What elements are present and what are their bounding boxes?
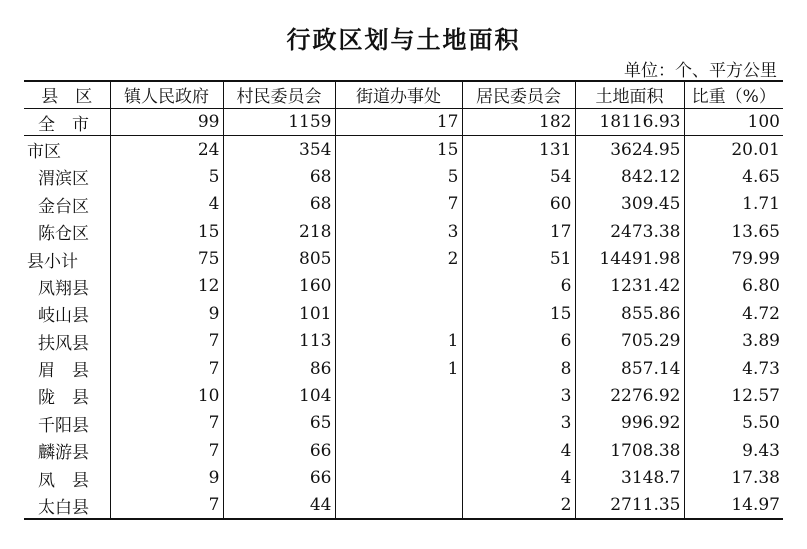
cell-land-area: 996.92 (575, 410, 684, 437)
cell-town-governments: 5 (110, 163, 223, 190)
cell-name: 太白县 (38, 497, 89, 518)
cell-name: 陈仓区 (38, 224, 89, 245)
cell-land-area: 2276.92 (575, 382, 684, 409)
cell-share: 9.43 (684, 437, 783, 464)
cell-share: 4.73 (684, 355, 783, 382)
table-row (24, 245, 783, 272)
cell-village-committees: 354 (223, 136, 335, 163)
cell-name: 凤翔县 (38, 278, 89, 299)
cell-resident-committees: 182 (462, 108, 575, 135)
cell-land-area: 14491.98 (575, 245, 684, 272)
cell-land-area: 842.12 (575, 163, 684, 190)
cell-resident-committees: 131 (462, 136, 575, 163)
table-row (24, 273, 783, 300)
cell-resident-committees: 2 (462, 492, 575, 519)
cell-street-offices: 7 (335, 191, 462, 218)
cell-village-committees: 86 (223, 355, 335, 382)
cell-street-offices (335, 273, 462, 300)
cell-street-offices: 3 (335, 218, 462, 245)
table-row (24, 410, 783, 437)
cell-street-offices: 1 (335, 328, 462, 355)
cell-village-committees: 65 (223, 410, 335, 437)
cell-land-area: 2711.35 (575, 492, 684, 519)
cell-town-governments: 7 (110, 355, 223, 382)
header-street-offices: 街道办事处 (335, 81, 462, 108)
cell-village-committees: 218 (223, 218, 335, 245)
cell-share: 20.01 (684, 136, 783, 163)
cell-share: 12.57 (684, 382, 783, 409)
cell-street-offices (335, 300, 462, 327)
table-header-row (24, 81, 783, 108)
cell-share: 1.71 (684, 191, 783, 218)
table-row (24, 492, 783, 519)
header-resident-committees: 居民委员会 (462, 81, 575, 108)
cell-village-committees: 104 (223, 382, 335, 409)
cell-share: 5.50 (684, 410, 783, 437)
table-row (24, 382, 783, 409)
cell-name: 扶风县 (38, 333, 89, 354)
cell-share: 79.99 (684, 245, 783, 272)
cell-village-committees: 68 (223, 191, 335, 218)
cell-share: 17.38 (684, 464, 783, 491)
cell-resident-committees: 60 (462, 191, 575, 218)
cell-share: 13.65 (684, 218, 783, 245)
cell-land-area: 309.45 (575, 191, 684, 218)
cell-name: 市区 (27, 142, 61, 163)
table-row (24, 108, 783, 135)
cell-land-area: 3624.95 (575, 136, 684, 163)
cell-resident-committees: 3 (462, 410, 575, 437)
cell-share: 14.97 (684, 492, 783, 519)
cell-town-governments: 7 (110, 328, 223, 355)
cell-share: 100 (684, 108, 783, 135)
cell-street-offices: 5 (335, 163, 462, 190)
cell-land-area: 1231.42 (575, 273, 684, 300)
cell-name: 眉 县 (38, 361, 89, 382)
table-row (24, 437, 783, 464)
cell-resident-committees: 6 (462, 328, 575, 355)
header-town-governments: 镇人民政府 (110, 81, 223, 108)
cell-name: 全 市 (24, 108, 110, 135)
cell-village-committees: 44 (223, 492, 335, 519)
cell-land-area: 705.29 (575, 328, 684, 355)
cell-name: 县小计 (27, 251, 78, 272)
table-row (24, 136, 783, 163)
cell-town-governments: 7 (110, 492, 223, 519)
header-village-committees: 村民委员会 (223, 81, 335, 108)
table-row (24, 300, 783, 327)
cell-village-committees: 66 (223, 464, 335, 491)
cell-name: 渭滨区 (38, 169, 89, 190)
cell-name: 岐山县 (38, 306, 89, 327)
cell-town-governments: 75 (110, 245, 223, 272)
cell-land-area: 3148.7 (575, 464, 684, 491)
cell-land-area: 855.86 (575, 300, 684, 327)
cell-resident-committees: 8 (462, 355, 575, 382)
cell-village-committees: 68 (223, 163, 335, 190)
cell-town-governments: 10 (110, 382, 223, 409)
cell-resident-committees: 6 (462, 273, 575, 300)
cell-resident-committees: 4 (462, 437, 575, 464)
cell-share: 6.80 (684, 273, 783, 300)
cell-street-offices (335, 410, 462, 437)
cell-street-offices: 15 (335, 136, 462, 163)
cell-resident-committees: 3 (462, 382, 575, 409)
cell-land-area: 857.14 (575, 355, 684, 382)
cell-town-governments: 4 (110, 191, 223, 218)
cell-land-area: 2473.38 (575, 218, 684, 245)
cell-share: 3.89 (684, 328, 783, 355)
header-share: 比重（%） (684, 81, 783, 108)
cell-resident-committees: 51 (462, 245, 575, 272)
cell-resident-committees: 15 (462, 300, 575, 327)
cell-land-area: 1708.38 (575, 437, 684, 464)
cell-resident-committees: 17 (462, 218, 575, 245)
header-county: 县 区 (41, 87, 93, 108)
cell-town-governments: 9 (110, 464, 223, 491)
cell-land-area: 18116.93 (575, 108, 684, 135)
cell-name: 麟游县 (38, 443, 89, 464)
cell-village-committees: 1159 (223, 108, 335, 135)
table-row (24, 328, 783, 355)
cell-town-governments: 7 (110, 437, 223, 464)
page-title: 行政区划与土地面积 (286, 26, 521, 54)
table-row (24, 218, 783, 245)
cell-name: 陇 县 (38, 388, 89, 409)
cell-town-governments: 9 (110, 300, 223, 327)
table-row (24, 464, 783, 491)
cell-share: 4.72 (684, 300, 783, 327)
cell-village-committees: 101 (223, 300, 335, 327)
cell-street-offices: 1 (335, 355, 462, 382)
cell-street-offices (335, 464, 462, 491)
cell-street-offices: 17 (335, 108, 462, 135)
cell-name: 金台区 (38, 196, 89, 217)
cell-town-governments: 15 (110, 218, 223, 245)
cell-street-offices (335, 492, 462, 519)
cell-village-committees: 160 (223, 273, 335, 300)
unit-note: 单位：个、平方公里 (624, 61, 777, 81)
table-row (24, 355, 783, 382)
cell-village-committees: 113 (223, 328, 335, 355)
admin-area-table (24, 80, 783, 520)
cell-town-governments: 12 (110, 273, 223, 300)
cell-town-governments: 7 (110, 410, 223, 437)
table-row (24, 163, 783, 190)
table-row (24, 191, 783, 218)
cell-village-committees: 805 (223, 245, 335, 272)
cell-street-offices (335, 437, 462, 464)
cell-town-governments: 99 (110, 108, 223, 135)
cell-name: 凤 县 (38, 470, 89, 491)
cell-village-committees: 66 (223, 437, 335, 464)
cell-street-offices: 2 (335, 245, 462, 272)
cell-town-governments: 24 (110, 136, 223, 163)
cell-share: 4.65 (684, 163, 783, 190)
cell-resident-committees: 54 (462, 163, 575, 190)
cell-resident-committees: 4 (462, 464, 575, 491)
cell-name: 千阳县 (38, 415, 89, 436)
header-land-area: 土地面积 (575, 81, 684, 108)
cell-street-offices (335, 382, 462, 409)
